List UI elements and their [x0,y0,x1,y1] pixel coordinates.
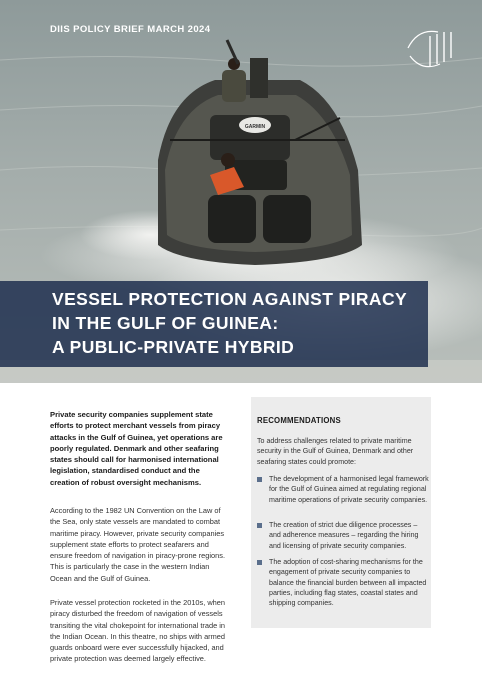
title-line-2: IN THE GULF OF GUINEA: [52,313,279,333]
lead-paragraph: Private security companies supplement state efforts to protect merchant vessels from piracy attacks in the Gulf of Guinea, yet operations are poorly regulated. Denmark and other seafaring states should call for harmonised international legislation, standardised conduct and the creation of robust oversight mechanisms. [50,410,223,487]
recommendation-text: The adoption of cost-sharing mechanisms for the engagement of private security companies to balance the financial burden between all impacted parties, including flag states, coastal states and shipping companies. [269,558,427,608]
diis-logo-icon [404,26,460,70]
bullet-square-icon [257,560,262,565]
recommendations-heading: RECOMMENDATIONS [257,416,341,425]
recommendation-text: The creation of strict due diligence processes – and adherence measures – regarding the hiring and licensing of private security companies. [269,521,419,550]
recommendations-box [251,397,431,628]
series-label: DIIS POLICY BRIEF MARCH 2024 [50,24,211,35]
bullet-square-icon [257,477,262,482]
bullet-square-icon [257,523,262,528]
body-paragraph-2: Private vessel protection rocketed in the 2010s, when piracy disturbed the freedom of navigation of vessels transiting the vital chokepoint for international trade in the Indian Ocean. In this theatre, no ships with armed guards onboard were ever successfully hijacked, and private protection was deemed largely effective. [50,598,226,664]
boat-brand-text: GARMIN [244,124,266,130]
body-paragraph-1: According to the 1982 UN Convention on the Law of the Sea, only state vessels are mandated to combat maritime piracy. However, private security companies supplement state efforts to protect seafarers and ensure freedom of navigation in piracy-prone regions. This is particularly the case in the western Indian Ocean and the Gulf of Guinea. [50,506,226,583]
title-line-3: A PUBLIC-PRIVATE HYBRID [52,337,295,357]
recommendation-text: The development of a harmonised legal framework for the Gulf of Guinea aimed at regulating regional maritime operations of private security companies. [269,475,429,504]
recommendations-intro: To address challenges related to private maritime security in the Gulf of Guinea, Denmark and other seafaring states could promote: [257,437,414,466]
title-line-1: VESSEL PROTECTION AGAINST PIRACY [52,289,408,309]
title-band [0,281,428,367]
